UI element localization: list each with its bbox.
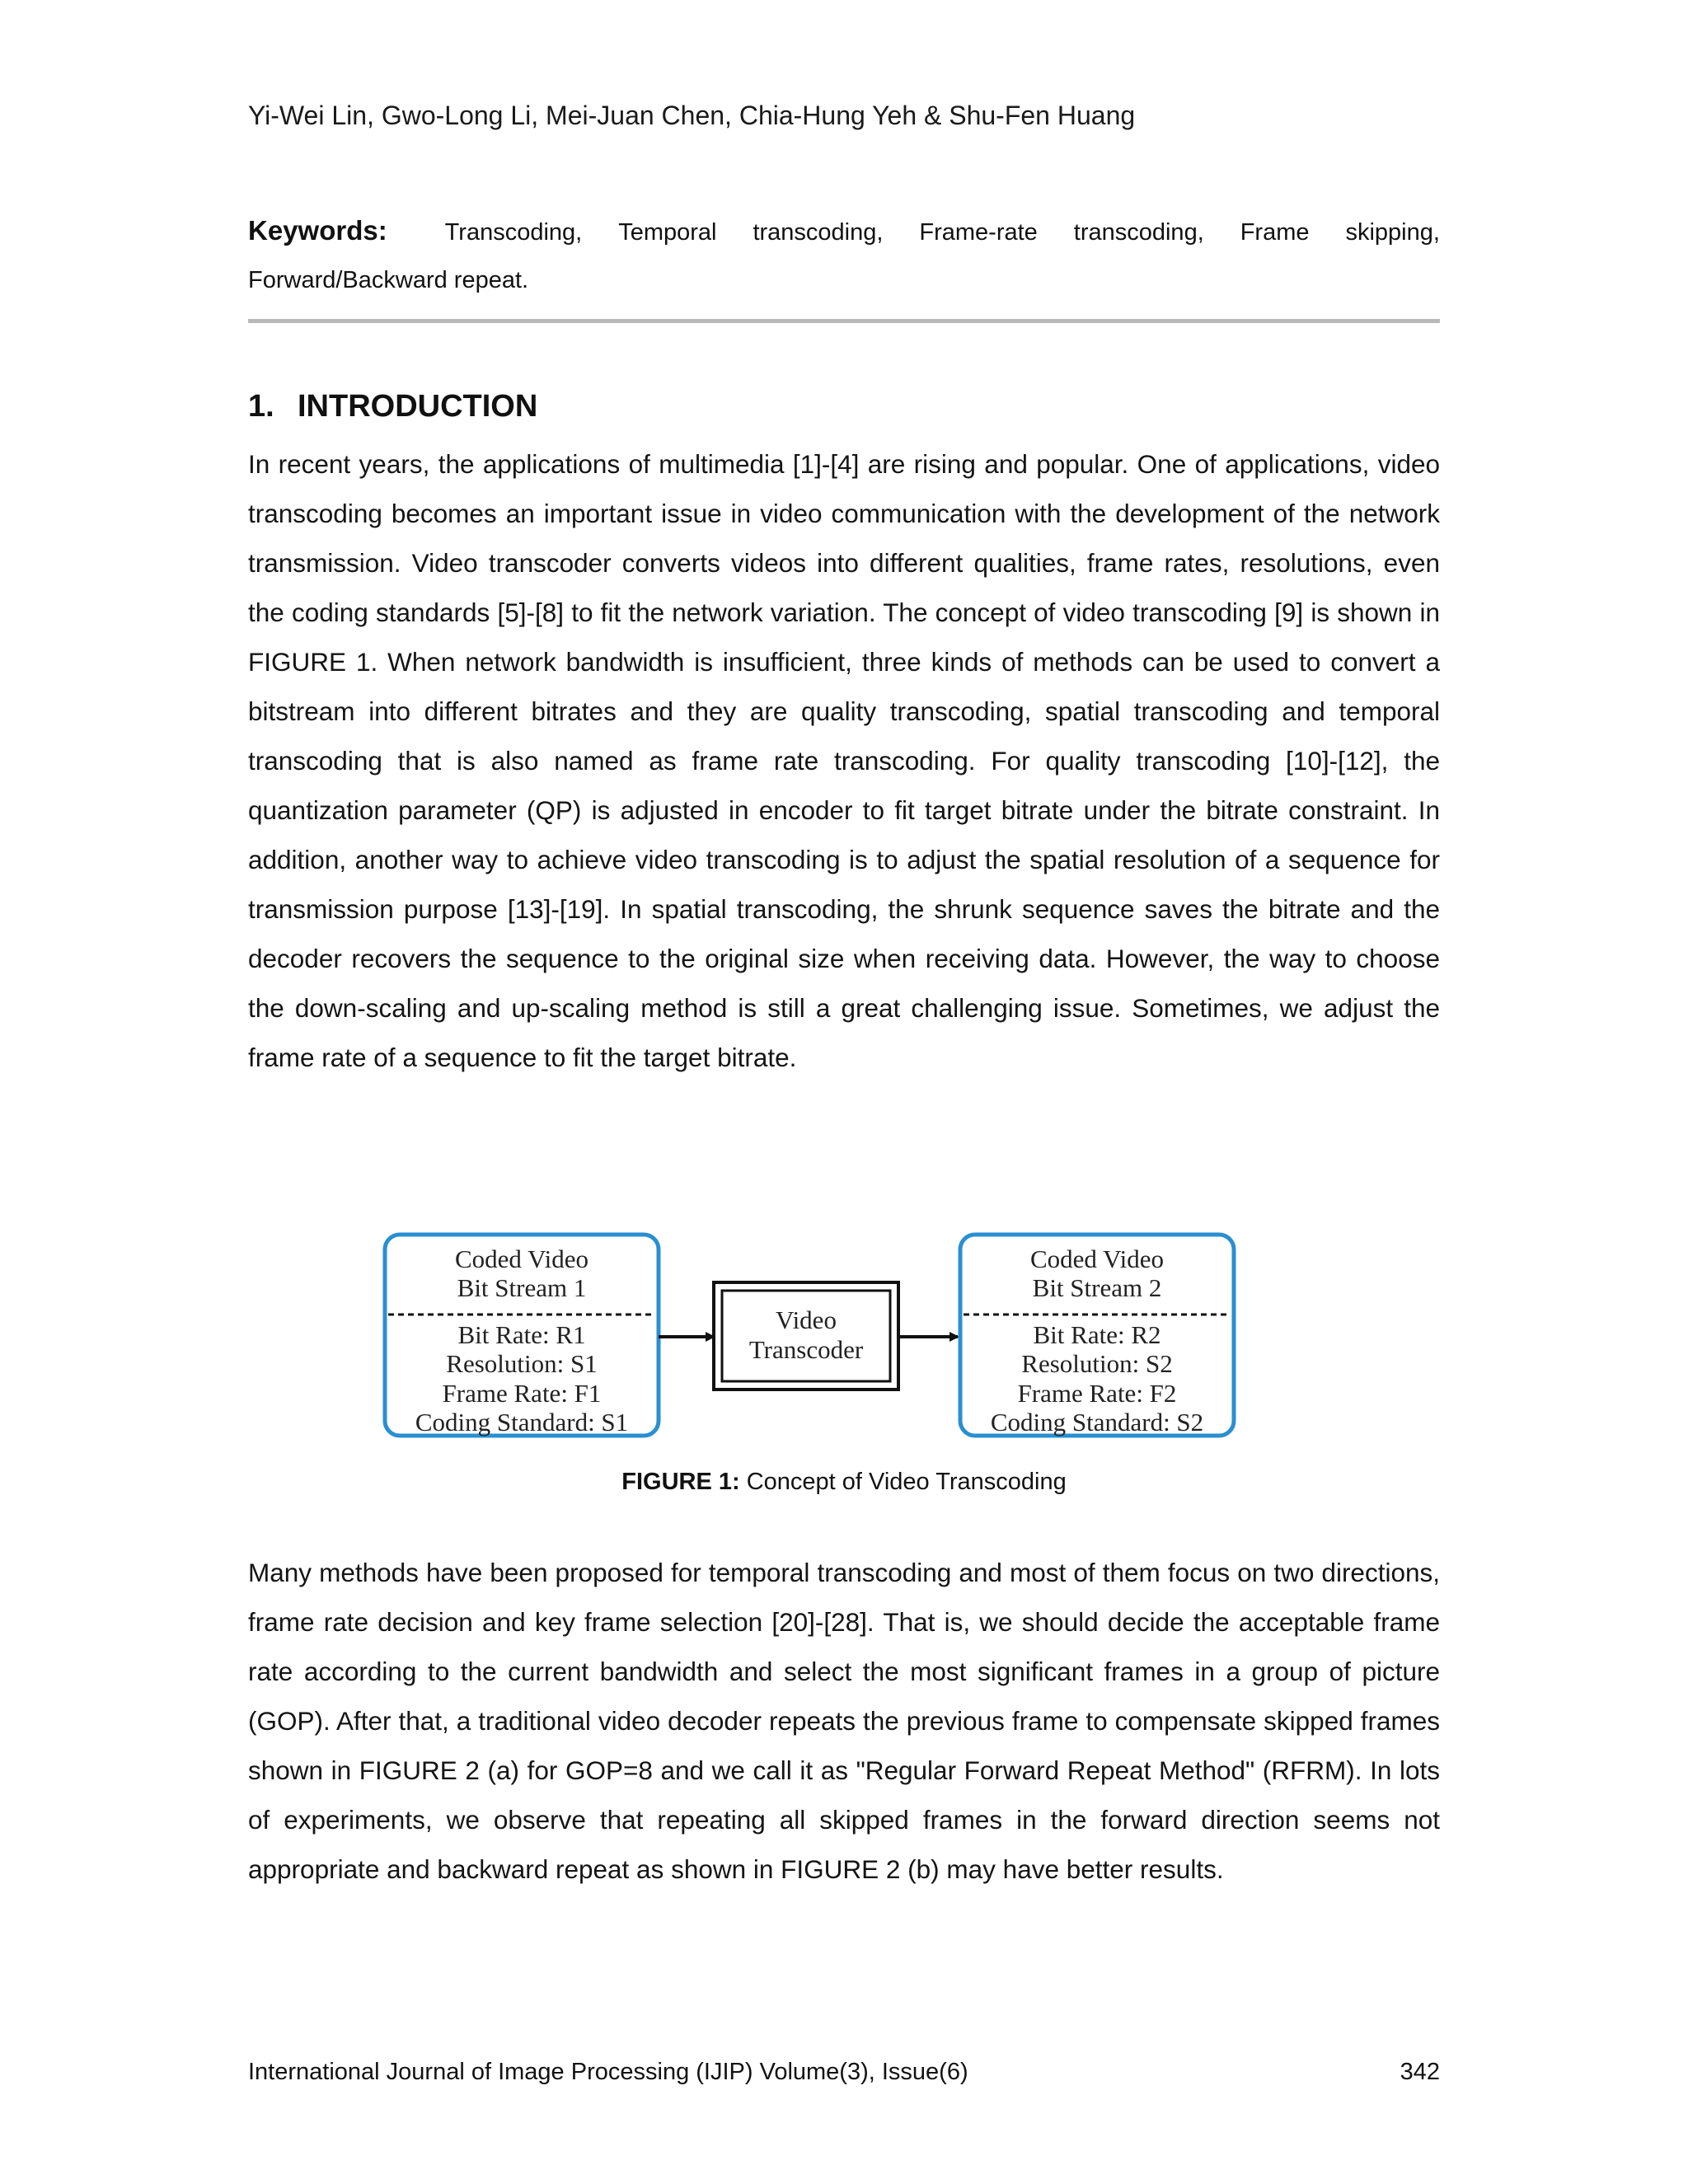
input-box-title-1: Coded Video xyxy=(454,1244,589,1273)
caption-text: Concept of Video Transcoding xyxy=(746,1469,1067,1495)
keyword-term: skipping, xyxy=(1345,219,1440,246)
keyword-term: Transcoding, xyxy=(444,219,583,246)
figure-1-diagram xyxy=(381,1228,1238,1451)
running-header-authors: Yi-Wei Lin, Gwo-Long Li, Mei-Juan Chen, Chia-Hung Yeh & Shu-Fen Huang xyxy=(248,101,1136,130)
footer-page-number: 342 xyxy=(1400,2059,1440,2085)
keywords-label: Keywords: xyxy=(248,215,387,246)
transcoder-label-1: Video xyxy=(776,1305,837,1334)
transcoding-diagram-svg xyxy=(381,1228,1238,1451)
keywords-line-2: Forward/Backward repeat. xyxy=(248,267,529,293)
output-resolution: Resolution: S2 xyxy=(1021,1349,1173,1378)
keyword-term: transcoding, xyxy=(753,219,884,246)
caption-label: FIGURE 1: xyxy=(621,1469,740,1495)
figure-1-caption xyxy=(0,1465,1688,1498)
keyword-term: Frame xyxy=(1240,219,1310,246)
keyword-term: Frame-rate xyxy=(919,219,1038,246)
section-title: INTRODUCTION xyxy=(298,389,538,424)
intro-paragraph: In recent years, the applications of multimedia [1]-[4] are rising and popular. One of applications, video transcoding becomes an important issue in video communication with the development of the network transmission. Video transcoder converts videos into different qualities, frame rates, resolutions, even the coding standards [5]-[8] to fit the network variation. The concept of video transcoding [9] is shown in FIGURE 1. When network bandwidth is insufficient, three kinds of methods can be used to convert a bitstream into different bitrates and they are quality transcoding, spatial transcoding and temporal transcoding that is also named as frame rate transcoding. For quality transcoding [10]-[12], the quantization parameter (QP) is adjusted in encoder to fit target bitrate under the bitrate constraint. In addition, another way to achieve video transcoding is to adjust the spatial resolution of a sequence for transmission purpose [13]-[19]. In spatial transcoding, the shrunk sequence saves the bitrate and the decoder recovers the sequence to the original size when receiving data. However, the way to choose the down-scaling and up-scaling method is still a great challenging issue. Sometimes, we adjust the frame rate of a sequence to fit the target bitrate. xyxy=(248,449,1440,1072)
output-box-title-2: Bit Stream 2 xyxy=(1032,1273,1162,1302)
input-resolution: Resolution: S1 xyxy=(446,1349,598,1378)
output-frame-rate: Frame Rate: F2 xyxy=(1017,1379,1177,1408)
input-bitstream-box xyxy=(385,1235,659,1436)
header-divider xyxy=(248,319,1440,323)
output-coding-standard: Coding Standard: S2 xyxy=(990,1408,1204,1436)
input-bit-rate: Bit Rate: R1 xyxy=(457,1320,586,1349)
video-transcoder-box xyxy=(714,1282,898,1390)
keywords-block xyxy=(248,206,1440,305)
input-box-title-2: Bit Stream 1 xyxy=(457,1273,587,1302)
output-box-title-1: Coded Video xyxy=(1029,1244,1165,1273)
keywords-line-1 xyxy=(248,206,1440,255)
footer-journal: International Journal of Image Processing (IJIP) Volume(3), Issue(6) xyxy=(248,2059,968,2085)
methods-paragraph: Many methods have been proposed for temporal transcoding and most of them focus on two directions, frame rate decision and key frame selection [20]-[28]. That is, we should decide the acceptable frame rate according to the current bandwidth and select the most significant frames in a group of picture (GOP). After that, a traditional video decoder repeats the previous frame to compensate skipped frames shown in FIGURE 2 (a) for GOP=8 and we call it as "Regular Forward Repeat Method" (RFRM). In lots of experiments, we observe that repeating all skipped frames in the forward direction seems not appropriate and backward repeat as shown in FIGURE 2 (b) may have better results. xyxy=(248,1558,1440,1884)
output-bitstream-box xyxy=(960,1235,1234,1436)
section-heading xyxy=(248,386,537,427)
input-coding-standard: Coding Standard: S1 xyxy=(415,1408,629,1436)
output-bit-rate: Bit Rate: R2 xyxy=(1033,1320,1161,1349)
keyword-term: transcoding, xyxy=(1073,219,1204,246)
transcoder-label-2: Transcoder xyxy=(748,1335,864,1364)
keyword-term: Temporal xyxy=(618,219,717,246)
section-number: 1. xyxy=(248,389,274,424)
input-frame-rate: Frame Rate: F1 xyxy=(442,1379,602,1408)
